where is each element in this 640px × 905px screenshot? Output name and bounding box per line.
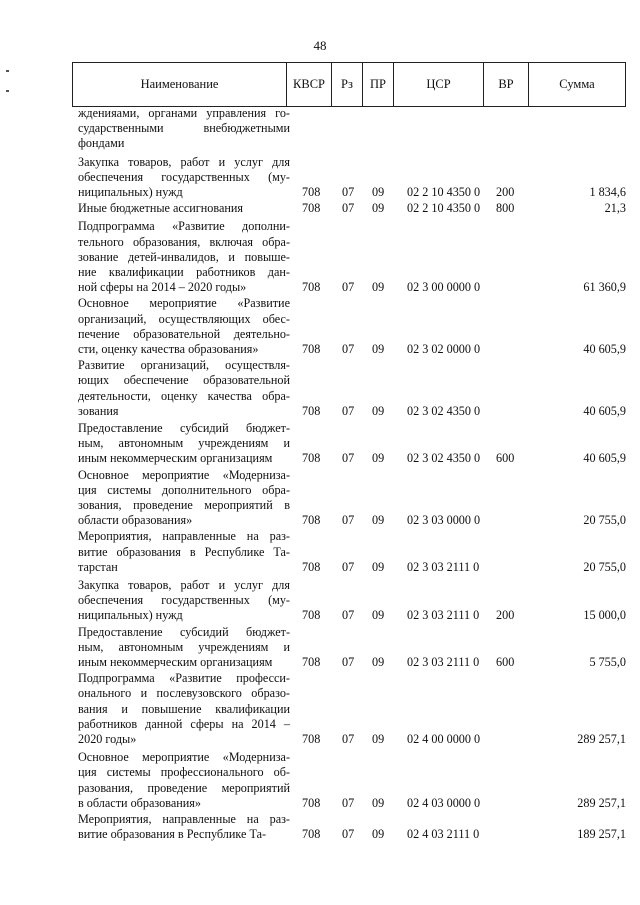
row-sum: 5 755,0 <box>589 654 626 669</box>
row-name-line: иным некоммерческим организациям <box>78 451 273 466</box>
row-name-line: обеспечения государственных (му- <box>78 593 290 608</box>
row-name-line: зования <box>78 403 119 418</box>
row-csr: 02 3 02 4350 0 <box>407 451 481 466</box>
row-name-line: обеспечения государственных (му- <box>78 169 290 184</box>
table-row <box>0 201 640 216</box>
row-name-line: ным, автономным учреждениям и <box>78 639 290 654</box>
row-name-line: фондами <box>78 136 125 151</box>
row-name-line: тарстан <box>78 559 118 574</box>
row-name <box>78 578 290 624</box>
row-sum: 1 834,6 <box>589 184 626 199</box>
row-vr: 600 <box>496 654 515 669</box>
row-kvsr: 708 <box>302 654 321 669</box>
row-name-line: Предоставление субсидий бюджет- <box>78 624 290 639</box>
row-name-line: Мероприятия, направленные на раз- <box>78 529 290 544</box>
row-rz: 07 <box>342 403 355 418</box>
row-pr: 09 <box>372 201 385 216</box>
row-pr: 09 <box>372 513 385 528</box>
row-pr: 09 <box>372 608 385 623</box>
row-name-line: Иные бюджетные ассигнования <box>78 201 244 216</box>
row-csr: 02 2 10 4350 0 <box>407 184 481 199</box>
column-header-name: Наименование <box>72 63 286 106</box>
row-name-line: Мероприятия, направленные на раз- <box>78 811 290 826</box>
table-row <box>0 358 640 419</box>
row-rz: 07 <box>342 559 355 574</box>
row-name-line: вания и повышение квалификации <box>78 701 290 716</box>
row-name <box>78 296 290 357</box>
row-name-line: Закупка товаров, работ и услуг для <box>78 154 290 169</box>
row-rz: 07 <box>342 451 355 466</box>
row-vr: 600 <box>496 451 515 466</box>
column-header-sum: Сумма <box>528 63 626 106</box>
row-sum: 189 257,1 <box>577 827 626 842</box>
row-name <box>78 155 290 201</box>
row-name-line: ниципальных) нужд <box>78 608 183 623</box>
row-pr: 09 <box>372 654 385 669</box>
row-name-line: витие образования в Республике Та- <box>78 827 267 842</box>
row-vr: 200 <box>496 184 515 199</box>
row-name <box>78 421 290 467</box>
row-name <box>78 201 290 216</box>
row-pr: 09 <box>372 280 385 295</box>
row-pr: 09 <box>372 827 385 842</box>
scan-mark <box>6 70 9 72</box>
row-name-line: зования, проведение мероприятий в <box>78 497 290 512</box>
table-row <box>0 106 640 152</box>
row-name-line: Подпрограмма «Развитие дополни- <box>78 219 290 234</box>
column-header-csr: ЦСР <box>393 63 483 106</box>
row-name-line: ным, автономным учреждениям и <box>78 436 290 451</box>
row-sum: 21,3 <box>604 201 626 216</box>
row-csr: 02 3 02 0000 0 <box>407 341 481 356</box>
row-name-line: в области образования» <box>78 795 201 810</box>
row-pr: 09 <box>372 184 385 199</box>
row-sum: 61 360,9 <box>583 280 626 295</box>
row-sum: 20 755,0 <box>583 559 626 574</box>
table-row <box>0 529 640 575</box>
row-name-line: иным некоммерческим организациям <box>78 654 273 669</box>
row-rz: 07 <box>342 201 355 216</box>
row-vr: 200 <box>496 608 515 623</box>
row-name-line: разования, проведение мероприятий <box>78 780 290 795</box>
table-row <box>0 671 640 747</box>
row-sum: 40 605,9 <box>583 341 626 356</box>
row-name-line: Основное мероприятие «Развитие <box>78 296 290 311</box>
row-kvsr: 708 <box>302 513 321 528</box>
table-row <box>0 750 640 811</box>
row-csr: 02 3 03 0000 0 <box>407 513 481 528</box>
row-kvsr: 708 <box>302 451 321 466</box>
table-row <box>0 421 640 467</box>
row-csr: 02 2 10 4350 0 <box>407 201 481 216</box>
row-rz: 07 <box>342 280 355 295</box>
row-name-line: зование детей-инвалидов, и повыше- <box>78 249 290 264</box>
row-name <box>78 358 290 419</box>
row-name-line: тельного образования, включая обра- <box>78 234 290 249</box>
row-kvsr: 708 <box>302 341 321 356</box>
table-row <box>0 578 640 624</box>
row-rz: 07 <box>342 795 355 810</box>
row-pr: 09 <box>372 451 385 466</box>
row-kvsr: 708 <box>302 731 321 746</box>
row-kvsr: 708 <box>302 201 321 216</box>
row-name <box>78 671 290 747</box>
table-row <box>0 625 640 671</box>
row-csr: 02 3 00 0000 0 <box>407 280 481 295</box>
row-kvsr: 708 <box>302 184 321 199</box>
row-vr: 800 <box>496 201 515 216</box>
row-name-line: ной сферы на 2014 – 2020 годы» <box>78 280 247 295</box>
row-name-line: Закупка товаров, работ и услуг для <box>78 577 290 592</box>
table-row <box>0 468 640 529</box>
row-csr: 02 3 03 2111 0 <box>407 654 480 669</box>
row-name-line: деятельности, оценку качества обра- <box>78 388 290 403</box>
row-name-line: организаций, осуществляющих обес- <box>78 311 290 326</box>
table-row <box>0 219 640 295</box>
row-sum: 40 605,9 <box>583 403 626 418</box>
row-pr: 09 <box>372 795 385 810</box>
row-kvsr: 708 <box>302 403 321 418</box>
column-header-kvsr: КВСР <box>286 63 331 106</box>
row-pr: 09 <box>372 731 385 746</box>
row-sum: 40 605,9 <box>583 451 626 466</box>
column-header-vr: ВР <box>483 63 528 106</box>
column-header-rz: Рз <box>331 63 362 106</box>
row-sum: 20 755,0 <box>583 513 626 528</box>
row-csr: 02 4 03 0000 0 <box>407 795 481 810</box>
row-csr: 02 4 00 0000 0 <box>407 731 481 746</box>
row-sum: 289 257,1 <box>577 795 626 810</box>
row-kvsr: 708 <box>302 795 321 810</box>
table-row <box>0 812 640 842</box>
row-kvsr: 708 <box>302 608 321 623</box>
row-name <box>78 106 290 152</box>
table-row <box>0 296 640 357</box>
row-name-line: 2020 годы» <box>78 731 137 746</box>
row-name-line: печение образовательной деятельно- <box>78 326 290 341</box>
table-body <box>0 106 640 842</box>
row-name-line: сударственными внебюджетными <box>78 121 290 136</box>
row-name-line: ция системы дополнительного обра- <box>78 482 290 497</box>
row-pr: 09 <box>372 403 385 418</box>
row-name <box>78 750 290 811</box>
row-rz: 07 <box>342 184 355 199</box>
row-name-line: работников данной сферы на 2014 – <box>78 716 290 731</box>
row-name-line: Предоставление субсидий бюджет- <box>78 420 290 435</box>
row-rz: 07 <box>342 341 355 356</box>
row-name-line: Подпрограмма «Развитие професси- <box>78 671 290 686</box>
column-header-pr: ПР <box>362 63 393 106</box>
row-name <box>78 219 290 295</box>
row-rz: 07 <box>342 608 355 623</box>
row-kvsr: 708 <box>302 827 321 842</box>
row-kvsr: 708 <box>302 559 321 574</box>
row-name-line: области образования» <box>78 513 193 528</box>
row-name-line: ющих обеспечение образовательной <box>78 373 290 388</box>
row-name <box>78 529 290 575</box>
page-number: 48 <box>313 38 327 53</box>
row-sum: 15 000,0 <box>583 608 626 623</box>
row-name-line: сти, оценку качества образования» <box>78 341 259 356</box>
row-name-line: ция системы профессионального об- <box>78 765 290 780</box>
row-rz: 07 <box>342 827 355 842</box>
row-pr: 09 <box>372 559 385 574</box>
row-kvsr: 708 <box>302 280 321 295</box>
row-csr: 02 3 02 4350 0 <box>407 403 481 418</box>
scan-mark <box>6 90 9 92</box>
row-name-line: Основное мероприятие «Модерниза- <box>78 750 290 765</box>
row-name-line: онального и послевузовского образо- <box>78 686 290 701</box>
row-name-line: витие образования в Республике Та- <box>78 544 290 559</box>
row-rz: 07 <box>342 731 355 746</box>
row-name-line: ние квалификации работников дан- <box>78 264 290 279</box>
row-name-line: Развитие организаций, осуществля- <box>78 358 290 373</box>
row-name <box>78 468 290 529</box>
table-header <box>72 62 626 107</box>
row-sum: 289 257,1 <box>577 731 626 746</box>
row-name <box>78 625 290 671</box>
row-name-line: жденияами, органами управления го- <box>78 106 290 120</box>
row-pr: 09 <box>372 341 385 356</box>
row-rz: 07 <box>342 654 355 669</box>
row-csr: 02 4 03 2111 0 <box>407 827 480 842</box>
row-csr: 02 3 03 2111 0 <box>407 608 480 623</box>
row-rz: 07 <box>342 513 355 528</box>
row-name-line: Основное мероприятие «Модерниза- <box>78 467 290 482</box>
table-row <box>0 155 640 201</box>
row-name <box>78 812 290 842</box>
row-csr: 02 3 03 2111 0 <box>407 559 480 574</box>
row-name-line: ниципальных) нужд <box>78 185 183 199</box>
